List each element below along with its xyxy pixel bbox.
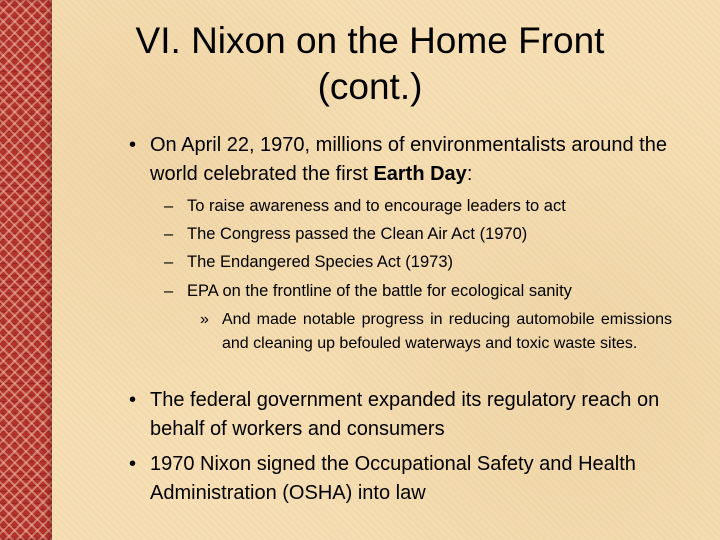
dash-marker: –	[164, 282, 174, 300]
title-line-2: (cont.)	[317, 66, 423, 107]
subbullet-text: The Congress passed the Clean Air Act (1970)	[187, 225, 528, 243]
bullet-marker: •	[129, 134, 137, 156]
subbullet-endangered-species-act	[164, 248, 684, 276]
bullet-regulatory-reach	[129, 386, 689, 444]
bullet-earth-day	[129, 131, 689, 189]
subsub-text: And made notable progress in reducing automobile emissions and cleaning up befouled waterways and toxic waste sites.	[222, 311, 672, 352]
bullet-text: The federal government expanded its regulatory reach on behalf of workers and consumers	[150, 389, 660, 440]
chevron-marker: »	[200, 311, 209, 328]
dash-marker: –	[164, 225, 174, 243]
bullet-text-post: :	[466, 163, 473, 185]
subbullet-awareness	[164, 192, 684, 220]
subbullet-clean-air-act	[164, 220, 684, 248]
subbullet-text: The Endangered Species Act (1973)	[187, 253, 454, 271]
dash-marker: –	[164, 197, 174, 215]
dash-marker: –	[164, 253, 174, 271]
bullet-text-bold: Earth Day	[373, 163, 467, 185]
subsub-bullet-epa-progress	[200, 308, 672, 356]
bullet-text-pre: On April 22, 1970, millions of environmentalists around the world celebrated the first	[150, 134, 667, 185]
bullet-text	[150, 131, 689, 189]
subbullet-epa	[164, 277, 684, 305]
decorative-border	[0, 0, 52, 540]
bullet-text: 1970 Nixon signed the Occupational Safety and Health Administration (OSHA) into law	[150, 453, 636, 504]
subbullet-text: EPA on the frontline of the battle for ecological sanity	[187, 282, 572, 300]
bullet-osha	[129, 450, 689, 508]
subbullet-text: To raise awareness and to encourage leaders to act	[187, 197, 566, 215]
bullet-marker: •	[129, 453, 137, 475]
bullet-marker: •	[129, 389, 137, 411]
slide-title	[60, 18, 680, 110]
title-line-1: VI. Nixon on the Home Front	[135, 20, 605, 61]
